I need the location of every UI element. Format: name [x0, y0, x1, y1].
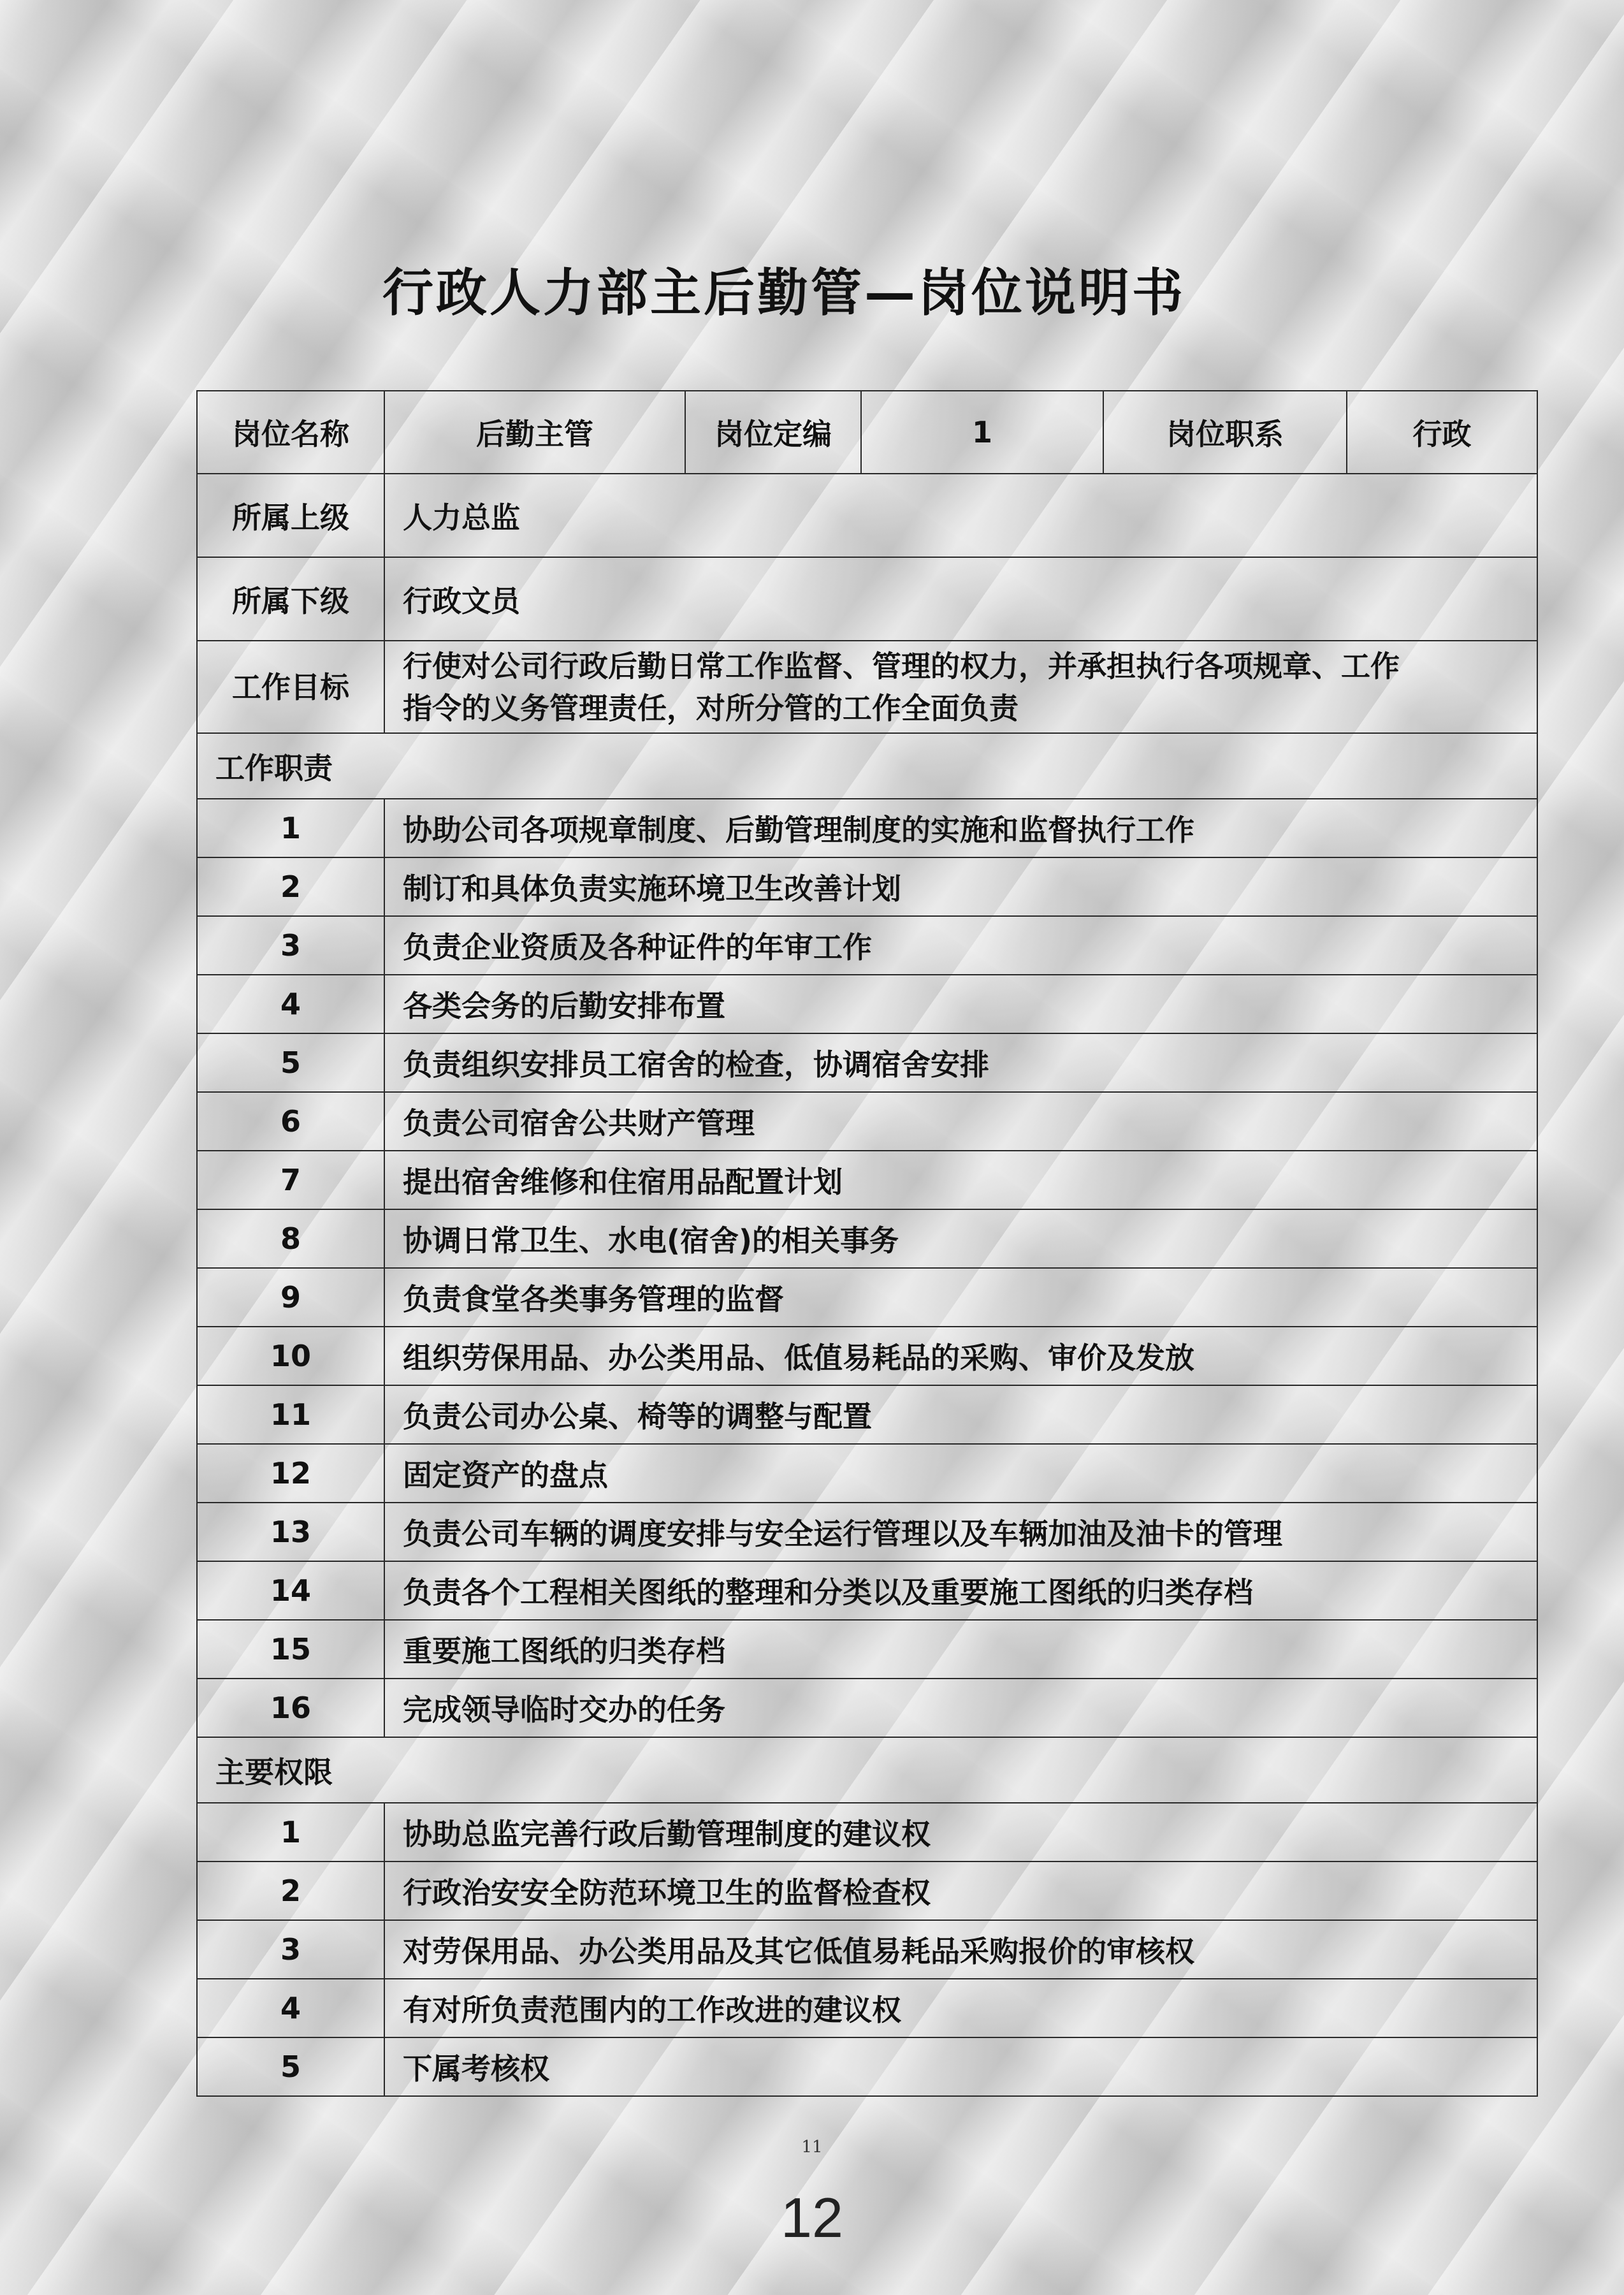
- duty-item-row: [197, 857, 1537, 916]
- duty-item-row: [197, 1092, 1537, 1151]
- duty-item-row: [197, 1679, 1537, 1737]
- duty-item-row: [197, 1151, 1537, 1209]
- authority-item-text: 协助总监完善行政后勤管理制度的建议权: [384, 1803, 1537, 1861]
- duty-item-text: 完成领导临时交办的任务: [384, 1679, 1537, 1737]
- duty-item-number: 4: [197, 975, 384, 1033]
- duty-item-text: 负责公司宿舍公共财产管理: [384, 1092, 1537, 1151]
- duty-item-number: 14: [197, 1561, 384, 1620]
- authority-item-row: [197, 1861, 1537, 1920]
- authority-item-number: 2: [197, 1861, 384, 1920]
- duty-item-row: [197, 1561, 1537, 1620]
- authority-item-row: [197, 1803, 1537, 1861]
- authority-item-number: 1: [197, 1803, 384, 1861]
- duties-section-label: 工作职责: [197, 733, 1537, 799]
- duty-item-number: 5: [197, 1033, 384, 1092]
- duty-item-text: 提出宿舍维修和住宿用品配置计划: [384, 1151, 1537, 1209]
- duty-item-text: 各类会务的后勤安排布置: [384, 975, 1537, 1033]
- objective-label: 工作目标: [197, 641, 384, 733]
- duty-item-text: 负责公司车辆的调度安排与安全运行管理以及车辆加油及油卡的管理: [384, 1503, 1537, 1561]
- duty-item-number: 11: [197, 1385, 384, 1444]
- headcount-label: 岗位定编: [685, 391, 861, 474]
- job-family-value: 行政: [1347, 391, 1537, 474]
- duty-item-row: [197, 1620, 1537, 1679]
- duty-item-row: [197, 799, 1537, 857]
- duty-item-row: [197, 1327, 1537, 1385]
- duty-item-number: 9: [197, 1268, 384, 1327]
- authority-item-row: [197, 1920, 1537, 1979]
- duty-item-row: [197, 916, 1537, 975]
- authority-item-number: 5: [197, 2037, 384, 2096]
- authority-item-row: [197, 2037, 1537, 2096]
- duty-item-text: 重要施工图纸的归类存档: [384, 1620, 1537, 1679]
- duty-item-number: 16: [197, 1679, 384, 1737]
- page-number: 12: [781, 2186, 843, 2249]
- duty-item-text: 负责组织安排员工宿舍的检查，协调宿舍安排: [384, 1033, 1537, 1092]
- position-name-value: 后勤主管: [384, 391, 685, 474]
- job-family-label: 岗位职系: [1103, 391, 1347, 474]
- duty-item-text: 负责食堂各类事务管理的监督: [384, 1268, 1537, 1327]
- duty-item-number: 7: [197, 1151, 384, 1209]
- superior-value: 人力总监: [384, 474, 1537, 557]
- objective-value: [384, 641, 1537, 733]
- duty-item-row: [197, 1209, 1537, 1268]
- duty-item-row: [197, 975, 1537, 1033]
- duty-item-number: 2: [197, 857, 384, 916]
- duty-item-number: 10: [197, 1327, 384, 1385]
- superior-row: [197, 474, 1537, 557]
- page-title: 行政人力部主后勤管—岗位说明书: [382, 263, 1185, 323]
- subordinate-label: 所属下级: [197, 557, 384, 641]
- superior-label: 所属上级: [197, 474, 384, 557]
- authority-item-number: 4: [197, 1979, 384, 2037]
- duty-item-number: 6: [197, 1092, 384, 1151]
- authority-item-text: 有对所负责范围内的工作改进的建议权: [384, 1979, 1537, 2037]
- authority-item-row: [197, 1979, 1537, 2037]
- duty-item-number: 12: [197, 1444, 384, 1503]
- authority-item-number: 3: [197, 1920, 384, 1979]
- duty-item-text: 负责公司办公桌、椅等的调整与配置: [384, 1385, 1537, 1444]
- subordinate-value: 行政文员: [384, 557, 1537, 641]
- objective-line-1: 行使对公司行政后勤日常工作监督、管理的权力，并承担执行各项规章、工作: [403, 648, 1400, 683]
- duties-section-row: [197, 733, 1537, 799]
- duty-item-number: 8: [197, 1209, 384, 1268]
- authority-item-text: 对劳保用品、办公类用品及其它低值易耗品采购报价的审核权: [384, 1920, 1537, 1979]
- authority-item-text: 行政治安安全防范环境卫生的监督检查权: [384, 1861, 1537, 1920]
- duty-item-row: [197, 1033, 1537, 1092]
- page-number-small: 11: [801, 2138, 823, 2157]
- duty-item-text: 制订和具体负责实施环境卫生改善计划: [384, 857, 1537, 916]
- duty-item-number: 15: [197, 1620, 384, 1679]
- duty-item-row: [197, 1503, 1537, 1561]
- duty-item-text: 协调日常卫生、水电(宿舍)的相关事务: [384, 1209, 1537, 1268]
- position-name-label: 岗位名称: [197, 391, 384, 474]
- duty-item-row: [197, 1385, 1537, 1444]
- objective-line-2: 指令的义务管理责任，对所分管的工作全面负责: [403, 690, 1019, 725]
- authorities-section-row: [197, 1737, 1537, 1803]
- duty-item-number: 3: [197, 916, 384, 975]
- objective-row: [197, 641, 1537, 733]
- duty-item-text: 协助公司各项规章制度、后勤管理制度的实施和监督执行工作: [384, 799, 1537, 857]
- authorities-section-label: 主要权限: [197, 1737, 1537, 1803]
- duty-item-row: [197, 1444, 1537, 1503]
- duty-item-text: 组织劳保用品、办公类用品、低值易耗品的采购、审价及发放: [384, 1327, 1537, 1385]
- duty-item-row: [197, 1268, 1537, 1327]
- duty-item-text: 负责企业资质及各种证件的年审工作: [384, 916, 1537, 975]
- job-description-table: [196, 390, 1538, 2097]
- subordinate-row: [197, 557, 1537, 641]
- header-row: [197, 391, 1537, 474]
- duty-item-text: 负责各个工程相关图纸的整理和分类以及重要施工图纸的归类存档: [384, 1561, 1537, 1620]
- authority-item-text: 下属考核权: [384, 2037, 1537, 2096]
- duty-item-text: 固定资产的盘点: [384, 1444, 1537, 1503]
- duty-item-number: 13: [197, 1503, 384, 1561]
- headcount-value: 1: [861, 391, 1103, 474]
- duty-item-number: 1: [197, 799, 384, 857]
